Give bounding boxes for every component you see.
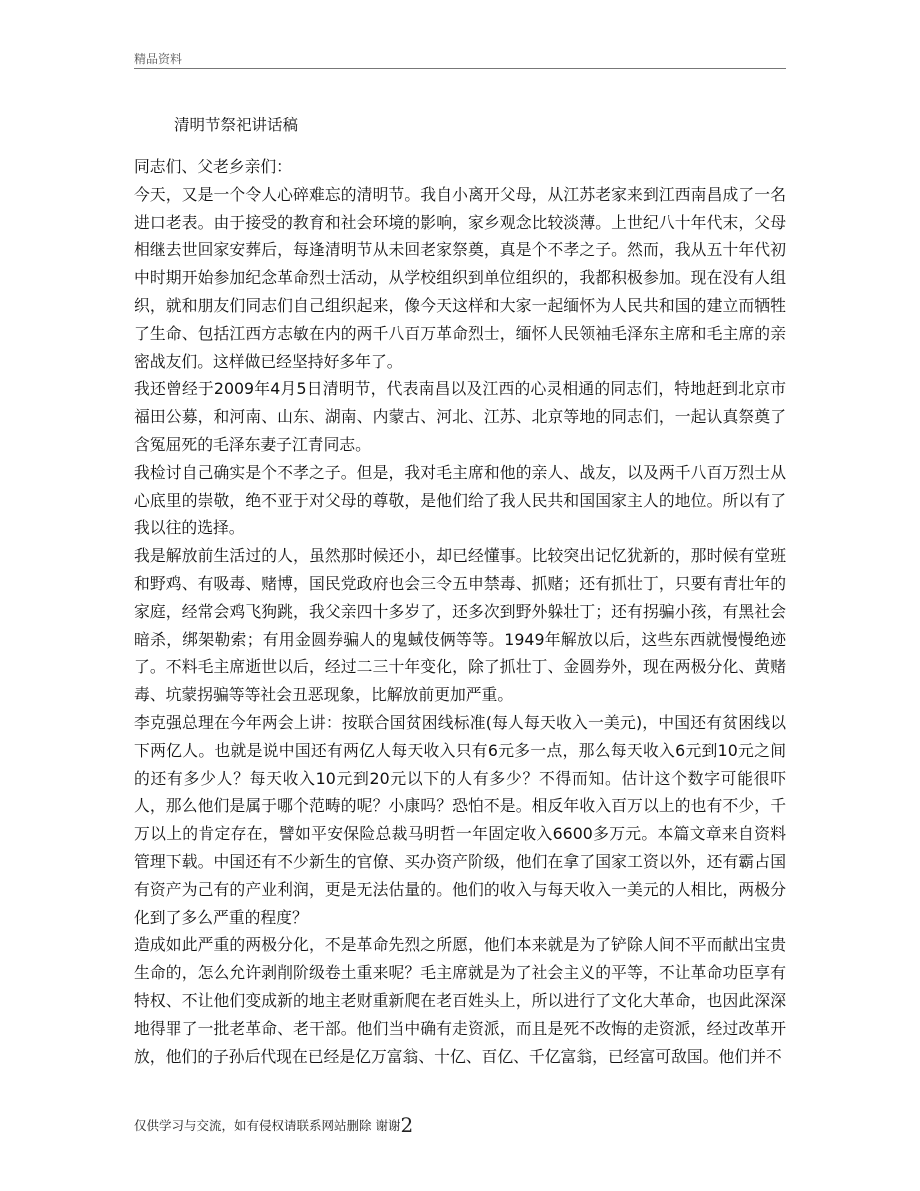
page-number: 2: [400, 1113, 414, 1137]
header-label: 精品资料: [134, 52, 183, 66]
document-title: 清明节祭祀讲话稿: [174, 116, 299, 134]
paragraph: 我还曾经于2009年4月5日清明节，代表南昌以及江西的心灵相通的同志们，特地赶到北京市福田公募，和河南、山东、湖南、内蒙古、河北、江苏、北京等地的同志们，一起认真祭奠了含冤屈死的毛泽东妻子江青同志。: [134, 379, 786, 454]
paragraph: 我是解放前生活过的人，虽然那时候还小，却已经懂事。比较突出记忆犹新的，那时候有堂班和野鸡、有吸毒、赌博，国民党政府也会三令五申禁毒、抓赌；还有抓壮丁，只要有青壮年的家庭，经常会鸡飞狗跳，我父亲四十多岁了，还多次到野外躲壮丁；还有拐骗小孩，有黑社会暗杀，绑架勒索；有用金圆券骗人的鬼蜮伎俩等等。1949年解放以后，这些东西就慢慢绝迹了。不料毛主席逝世以后，经过二三十年变化，除了抓壮丁、金圆券外，现在两极分化、黄赌毒、坑蒙拐骗等等社会丑恶现象，比解放前更加严重。: [134, 546, 786, 705]
footer-note: 仅供学习与交流，如有侵权请联系网站删除 谢谢: [134, 1118, 401, 1133]
paragraph: 造成如此严重的两极分化，不是革命先烈之所愿，他们本来就是为了铲除人间不平而献出宝贵生命的，怎么允许剥削阶级卷土重来呢？毛主席就是为了社会主义的平等，不让革命功臣享有特权、不让他们变成新的地主老财重新爬在老百姓头上，所以进行了文化大革命，也因此深深地得罪了一批老革命、老干部。他们当中确有走资派，而且是死不改悔的走资派，经过改革开放，他们的子孙后代现在已经是亿万富翁、十亿、百亿、千亿富翁，已经富可敌国。他们并不: [134, 935, 786, 1066]
paragraph: 今天，又是一个令人心碎难忘的清明节。我自小离开父母，从江苏老家来到江西南昌成了一名进口老表。由于接受的教育和社会环境的影响，家乡观念比较淡薄。上世纪八十年代末，父母相继去世回家安葬后，每逢清明节从未回老家祭奠，真是个不孝之子。然而，我从五十年代初中时期开始参加纪念革命烈士活动，从学校组织到单位组织的，我都积极参加。现在没有人组织，就和朋友们同志们自己组织起来，像今天这样和大家一起缅怀为人民共和国的建立而牺牲了生命、包括江西方志敏在内的两千八百万革命烈士，缅怀人民领袖毛泽东主席和毛主席的亲密战友们。这样做已经坚持好多年了。: [134, 184, 786, 371]
document-body: [134, 153, 786, 1070]
salutation: 同志们、父老乡亲们：: [134, 157, 292, 176]
paragraph: 我检讨自己确实是个不孝之子。但是，我对毛主席和他的亲人、战友，以及两千八百万烈士从心底里的崇敬，绝不亚于对父母的尊敬，是他们给了我人民共和国国家主人的地位。所以有了我以往的选择。: [134, 462, 786, 538]
footer: [134, 1113, 413, 1137]
paragraph: 李克强总理在今年两会上讲：按联合国贫困线标准(每人每天收入一美元)，中国还有贫困线以下两亿人。也就是说中国还有两亿人每天收入只有6元多一点，那么每天收入6元到10元之间的还有多少人？每天收入10元到20元以下的人有多少？不得而知。估计这个数字可能很吓人，那么他们是属于哪个范畴的呢？小康吗？恐怕不是。相反年收入百万以上的也有不少，千万以上的肯定存在，譬如平安保险总裁马明哲一年固定收入6600多万元。本篇文章来自资料管理下载。中国还有不少新生的官僚、买办资产阶级，他们在拿了国家工资以外，还有霸占国有资产为己有的产业利润，更是无法估量的。他们的收入与每天收入一美元的人相比，两极分化到了多么严重的程度？: [134, 712, 786, 927]
header-divider: [134, 68, 786, 69]
